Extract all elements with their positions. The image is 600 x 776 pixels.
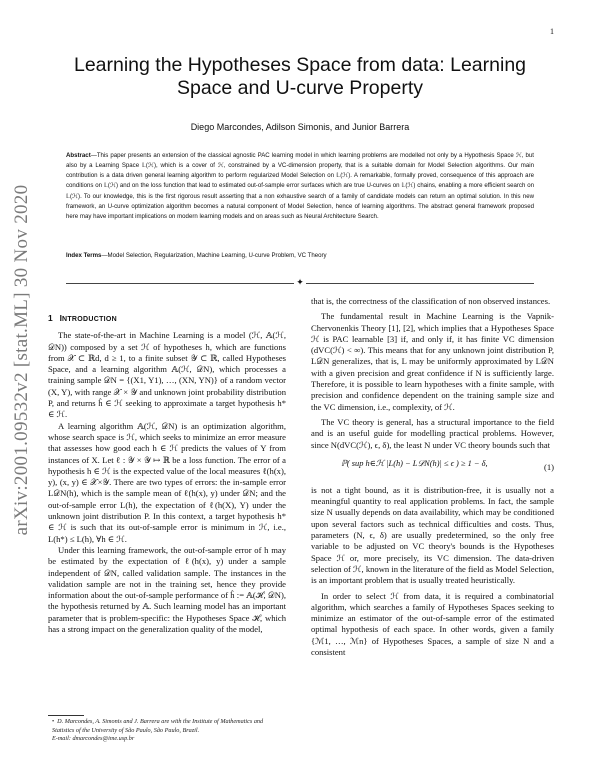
- right-paragraph-3: is not a tight bound, as it is distribution-free, it is usually not a meaningful quantity to real application problems. In fact, the sample size N usually depends on data availability, which may be conditioned upon several factors such as technical difficulties and costs. Thus, parameters (N, ϵ, δ) are usually predetermined, so the only free variable to be adjusted on VC theory's bounds is the Hypotheses Space ℋ or, more precisely, its VC dimension. The data-driven selection of ℋ, known in the literature of the field as Model Selection, is an important problem that is usually treated heuristically.: [311, 484, 554, 586]
- section-heading: [48, 313, 286, 325]
- abstract-text: —This paper presents an extension of the classical agnostic PAC learning model in which learning problems are modelled not only by a Hypothesis Space ℋ, but also by a Learning Space 𝕃(ℋ), which is a cover of ℋ, constrained by a VC-dimension property, that is a suitable domain for Model Selection algorithms. Our main contribution is a data driven general learning algorithm to perform regularized Model Selection on 𝕃(ℋ). A remarkable, formally proved, consequence of this approach are conditions on 𝕃(ℋ) and on the loss function that lead to estimated out-of-sample error surfaces which are true U-curves on 𝕃(ℋ) chains, enabling a more efficient search on 𝕃(ℋ). To our knowledge, this is the first rigorous result asserting that a non exhaustive search of a family of candidate models can return an optimal solution. In this new framework, an U-curve optimization algorithm becomes a natural component of Model Selection, hence of learning algorithms. The abstract general framework proposed here may have important implications on modern learning models and on areas such as Neural Architecture Search.: [66, 152, 534, 220]
- equation-body: ℙ( sup h∈ℋ |L(h) − L𝒟N(h)| ≤ ϵ ) ≥ 1 − δ,: [341, 458, 488, 468]
- section-title-initial: I: [59, 313, 62, 323]
- intro-paragraph-2: A learning algorithm 𝔸(ℋ, 𝒟N) is an optimization algorithm, whose search space is ℋ, which seeks to minimize an error measure that assesses how good each h ∈ ℋ predicts the values of Y from instances of X. Let ℓ : 𝒴 × 𝒴 ↦ ℝ be a loss function. The error of a hypothesis h ∈ ℋ is the expected value of the local measures ℓ(h(x), y), (x, y) ∈ 𝒳×𝒴. There are two types of errors: the in-sample error L𝒟N(h), which is the sample mean of ℓ(h(x), y) under 𝒟N; and the out-of-sample error L(h), the expectation of ℓ(h(X), Y) under the unknown joint distribution P. In this context, a target hypothesis h* ∈ ℋ is such that its out-of-sample error is minimum in ℋ, i.e., L(h*) ≤ L(h), ∀h ∈ ℋ.: [48, 420, 286, 544]
- right-paragraph-4: In order to select ℋ from data, it is required a combinatorial algorithm, which searches a family of Hypotheses Spaces seeking to minimize an estimator of the out-of-sample error of the estimated optimal hypothesis of each space. In other words, given a family {ℳ1, …, ℳn} of Hypotheses Spaces, a sample of size N and a consistent: [311, 590, 554, 658]
- footnote-bullet: •: [52, 718, 55, 725]
- page-number: 1: [550, 27, 554, 36]
- right-paragraph-1: The fundamental result in Machine Learning is the Vapnik-Chervonenkis Theory [1], [2], which implies that a Hypotheses Space ℋ is PAC learnable [3] if, and only if, it has finite VC dimension (dVC(ℋ) < ∞). This means that for any unknown joint distribution P, L𝒟N generalizes, that is, L may be uniformly approximated by L𝒟N with a given precision and great confidence if N is sufficiently large. Therefore, it is possible to learn hypotheses with a finite sample, with precision and confidence dependent on the training sample size and the VC dimension, i.e., complexity, of ℋ.: [311, 311, 554, 412]
- authors: Diego Marcondes, Adilson Simonis, and Junior Barrera: [190, 122, 410, 132]
- intro-paragraph-3: Under this learning framework, the out-of-sample error of h may be estimated by the expectation of ℓ(h(x), y) under a sample independent of 𝒟N, called validation sample. The instances in the validation sample are not in the training set, hence they provide information about the out-of-sample performance of ĥ := 𝔸(ℋ, 𝒟N), the hypothesis returned by 𝔸. Such learning model has an important parameter that is problem-specific: the Hypotheses Space ℋ, which has a strong impact on the generalization quality of the model,: [48, 544, 286, 635]
- abstract-label: Abstract: [66, 152, 91, 159]
- footnote: [52, 718, 284, 744]
- section-title-rest: NTRODUCTION: [61, 316, 118, 323]
- right-paragraph-2: The VC theory is general, has a structural importance to the field and is an useful guide for modelling practical problems. However, since N(dVC(ℋ), ϵ, δ), the least N under VC theory bounds such that: [311, 416, 554, 450]
- abstract: [66, 151, 534, 222]
- footnote-email: E-mail: dmarcondes@ime.usp.br: [52, 735, 135, 743]
- index-terms-text: —Model Selection, Regularization, Machine Learning, U-curve Problem, VC Theory: [101, 252, 327, 259]
- footnote-affiliation: D. Marcondes, A. Simonis and J. Barrera are with the Institute of Mathematics and Statistics of the University of São Paulo, São Paulo, Brazil.: [52, 718, 264, 734]
- index-terms-label: Index Terms: [66, 252, 102, 259]
- arxiv-identifier-text: arXiv:2001.09532v2 [stat.ML] 30 Nov 2020: [11, 184, 32, 536]
- right-paragraph-continued: that is, the correctness of the classification of non observed instances.: [311, 296, 551, 306]
- intro-paragraph-1: The state-of-the-art in Machine Learning is a model (ℋ, 𝔸(ℋ, 𝒟N)) composed by a set ℋ of hypotheses h, which are functions from 𝒳 ⊂ ℝd, d ≥ 1, to a finite subset 𝒴 ⊂ ℝ, called Hypotheses Space, and a learning algorithm 𝔸(ℋ, 𝒟N), which processes a training sample 𝒟N = {(X1, Y1), …, (XN, YN)} of a random vector (X, Y), with range 𝒳 × 𝒴 and unknown joint probability distribution P, and returns ĥ ∈ ℋ seeking to approximate a target hypothesis h* ∈ ℋ.: [48, 330, 286, 420]
- section-number: 1: [48, 313, 53, 323]
- footnote-rule: [48, 715, 84, 716]
- right-column: [311, 296, 554, 658]
- equation-1: [311, 454, 554, 482]
- arxiv-identifier: [8, 150, 36, 570]
- index-terms: [66, 251, 534, 261]
- divider-diamond-icon: ✦: [294, 278, 306, 289]
- left-column: [48, 313, 286, 635]
- paper-title: Learning the Hypotheses Space from data: Learning Space and U-curve Property: [73, 54, 527, 99]
- equation-number: (1): [543, 461, 554, 472]
